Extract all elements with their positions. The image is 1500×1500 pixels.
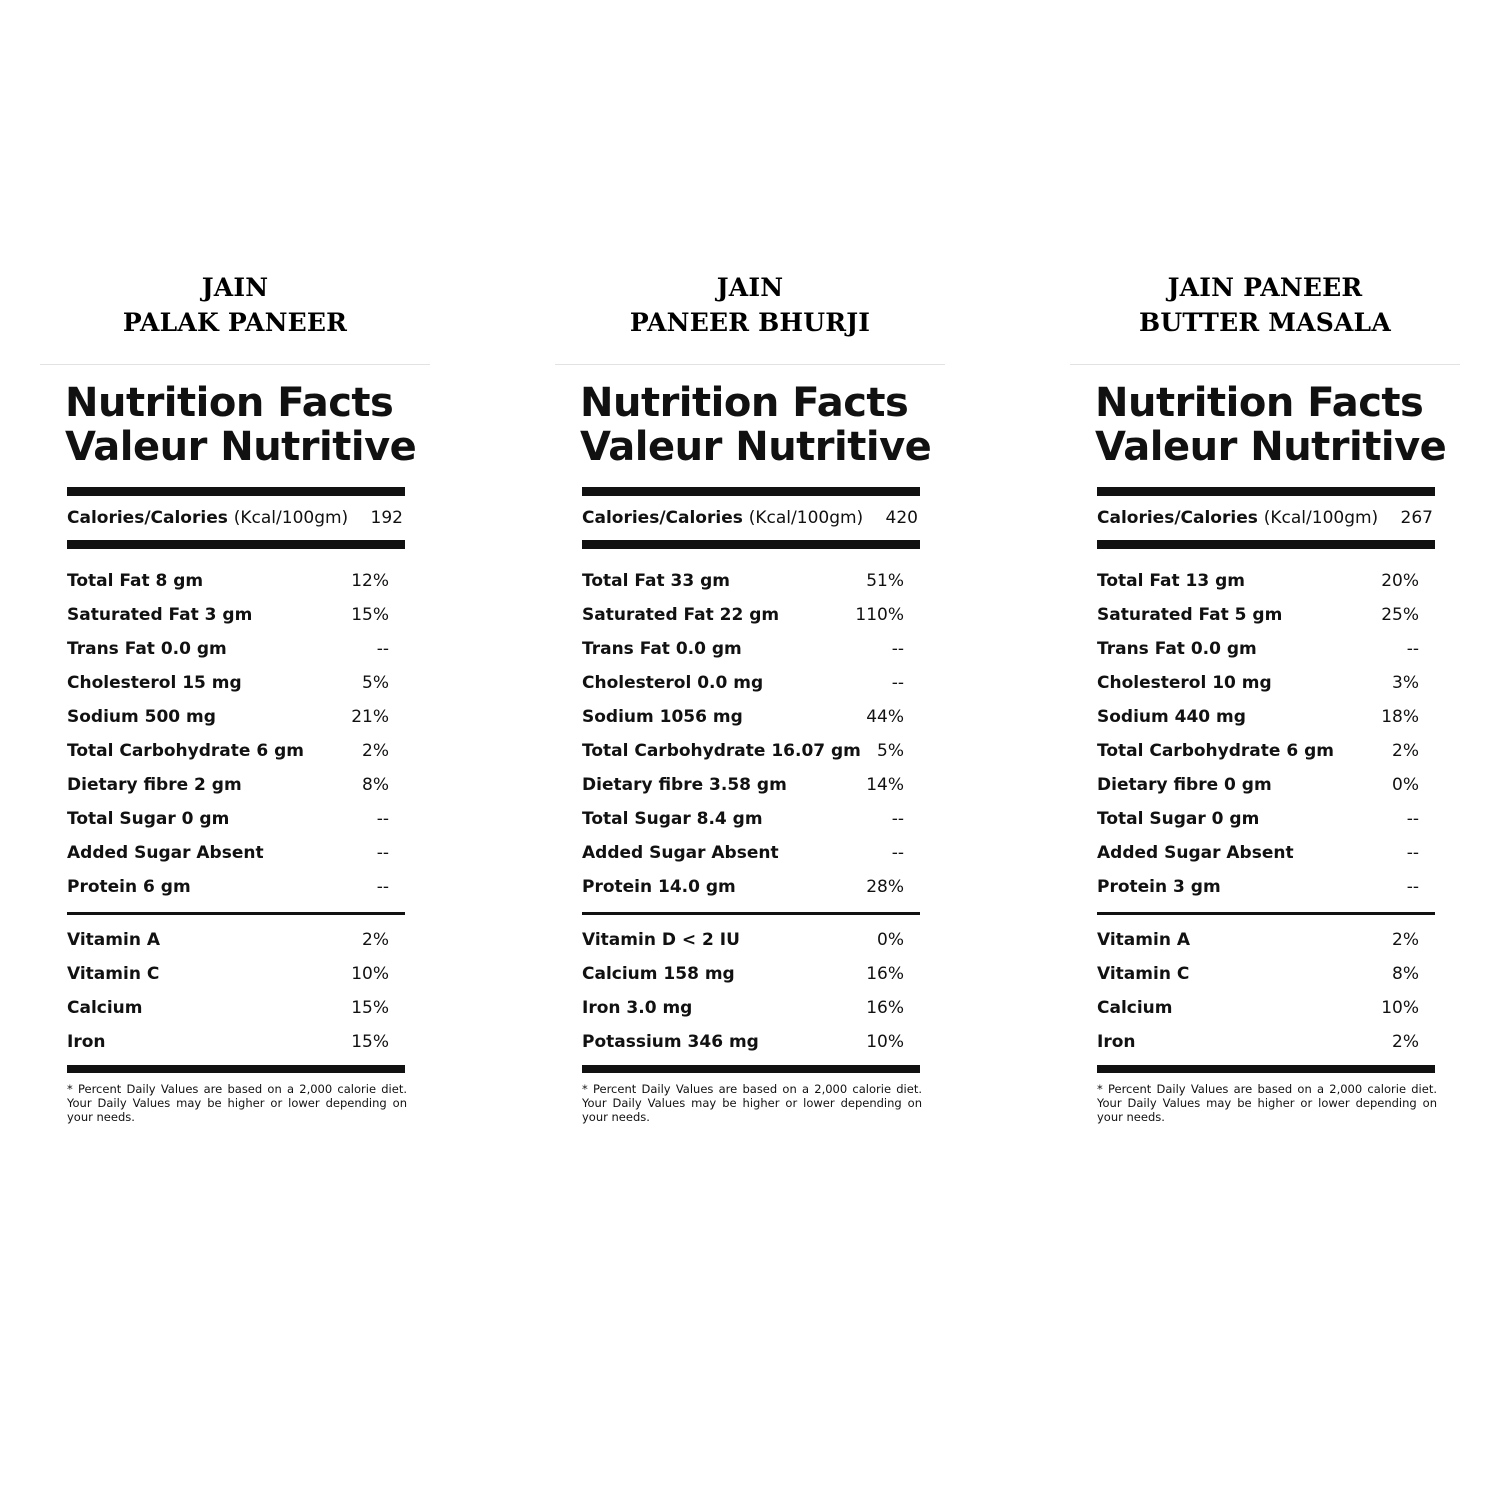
nutrient-daily-value: -- (891, 639, 904, 659)
calories-value: 192 (370, 508, 403, 528)
product-title-line-1: JAIN PANEER (1167, 273, 1363, 302)
nutrition-panel-palak-paneer (40, 270, 430, 1124)
calories-row (1095, 496, 1447, 540)
nutrient-row (582, 802, 918, 836)
daily-value-footnote: * Percent Daily Values are based on a 2,000 calorie diet. Your Daily Values may be higher or lower depending on your needs. (582, 1082, 922, 1124)
nutrient-name: Total Fat 13 gm (1097, 571, 1245, 591)
nutrient-row (67, 598, 403, 632)
thick-divider (1097, 540, 1435, 549)
vitamin-daily-value: 8% (1392, 964, 1419, 984)
nutrient-daily-value: 12% (351, 571, 389, 591)
nutrient-daily-value: 5% (362, 673, 389, 693)
nutrient-name: Total Carbohydrate 16.07 gm (582, 741, 861, 761)
nutrient-row (582, 700, 918, 734)
vitamin-daily-value: 10% (351, 964, 389, 984)
vitamin-daily-value: 2% (1392, 930, 1419, 950)
heading-french: Valeur Nutritive (580, 424, 932, 470)
vitamin-daily-value: 15% (351, 998, 389, 1018)
nutrient-daily-value: -- (376, 843, 389, 863)
calories-label: Calories/Calories (582, 508, 743, 528)
calories-value: 267 (1400, 508, 1433, 528)
calories-value: 420 (885, 508, 918, 528)
nutrient-name: Cholesterol 0.0 mg (582, 673, 764, 693)
nutrient-daily-value: -- (376, 639, 389, 659)
nutrient-daily-value: 25% (1381, 605, 1419, 625)
product-title-line-1: JAIN (201, 273, 269, 302)
vitamin-daily-value: 2% (362, 930, 389, 950)
vitamin-name: Iron (67, 1032, 106, 1052)
thin-divider (582, 912, 920, 915)
nutrient-name: Total Sugar 8.4 gm (582, 809, 763, 829)
vitamin-list (1095, 923, 1447, 1059)
nutrient-name: Total Sugar 0 gm (1097, 809, 1260, 829)
thick-divider (582, 487, 920, 496)
calories-unit: (Kcal/100gm) (748, 508, 864, 528)
vitamin-name: Vitamin D < 2 IU (582, 930, 740, 950)
vitamin-row (67, 923, 403, 957)
nutrient-list (1095, 564, 1447, 904)
thin-divider (67, 912, 405, 915)
calories-unit: (Kcal/100gm) (233, 508, 349, 528)
nutrient-daily-value: 20% (1381, 571, 1419, 591)
nutrient-row (582, 632, 918, 666)
heading-french: Valeur Nutritive (1095, 424, 1447, 470)
title-divider (555, 364, 945, 365)
nutrition-panel-paneer-butter-masala (1070, 270, 1460, 1124)
daily-value-footnote: * Percent Daily Values are based on a 2,000 calorie diet. Your Daily Values may be higher or lower depending on your needs. (67, 1082, 407, 1124)
nutrient-daily-value: -- (891, 843, 904, 863)
thick-divider (582, 540, 920, 549)
nutrient-row (67, 870, 403, 904)
nutrient-row (1097, 734, 1433, 768)
nutrient-name: Added Sugar Absent (67, 843, 264, 863)
nutrient-daily-value: 21% (351, 707, 389, 727)
vitamin-row (67, 957, 403, 991)
nutrient-daily-value: 2% (1392, 741, 1419, 761)
nutrient-row (582, 734, 918, 768)
product-title (40, 270, 430, 342)
nutrient-row (67, 564, 403, 598)
vitamin-daily-value: 10% (1381, 998, 1419, 1018)
nutrient-daily-value: 110% (855, 605, 904, 625)
vitamin-daily-value: 10% (866, 1032, 904, 1052)
nutrient-name: Sodium 500 mg (67, 707, 216, 727)
nutrient-row (582, 768, 918, 802)
product-title (1070, 270, 1460, 342)
nutrient-name: Dietary fibre 3.58 gm (582, 775, 787, 795)
vitamin-name: Calcium 158 mg (582, 964, 735, 984)
nutrient-daily-value: 2% (362, 741, 389, 761)
nutrient-daily-value: 28% (866, 877, 904, 897)
thick-divider (67, 540, 405, 549)
nutrient-row (1097, 768, 1433, 802)
nutrition-label (1095, 381, 1447, 1124)
vitamin-daily-value: 15% (351, 1032, 389, 1052)
nutrient-row (582, 666, 918, 700)
heading-english: Nutrition Facts (65, 380, 394, 426)
nutrient-row (67, 836, 403, 870)
nutrient-name: Added Sugar Absent (582, 843, 779, 863)
nutrient-list (580, 564, 932, 904)
nutrient-row (67, 632, 403, 666)
nutrient-name: Total Fat 33 gm (582, 571, 730, 591)
vitamin-row (67, 991, 403, 1025)
thick-divider (67, 1065, 405, 1073)
nutrient-name: Saturated Fat 5 gm (1097, 605, 1283, 625)
vitamin-daily-value: 2% (1392, 1032, 1419, 1052)
calories-row (580, 496, 932, 540)
nutrient-name: Protein 6 gm (67, 877, 191, 897)
calories-label: Calories/Calories (67, 508, 228, 528)
nutrient-name: Sodium 440 mg (1097, 707, 1246, 727)
thick-divider (582, 1065, 920, 1073)
nutrient-name: Sodium 1056 mg (582, 707, 743, 727)
vitamin-name: Iron (1097, 1032, 1136, 1052)
vitamin-row (1097, 923, 1433, 957)
nutrient-name: Protein 3 gm (1097, 877, 1221, 897)
nutrient-row (1097, 836, 1433, 870)
heading-english: Nutrition Facts (1095, 380, 1424, 426)
nutrient-daily-value: 8% (362, 775, 389, 795)
nutrient-daily-value: 51% (866, 571, 904, 591)
nutrient-row (67, 700, 403, 734)
vitamin-row (582, 957, 918, 991)
nutrient-name: Trans Fat 0.0 gm (582, 639, 742, 659)
nutrient-row (1097, 598, 1433, 632)
nutrient-daily-value: 5% (877, 741, 904, 761)
nutrient-name: Added Sugar Absent (1097, 843, 1294, 863)
nutrient-row (67, 734, 403, 768)
nutrient-daily-value: -- (1406, 843, 1419, 863)
nutrient-daily-value: 0% (1392, 775, 1419, 795)
nutrient-row (1097, 700, 1433, 734)
nutrient-name: Total Fat 8 gm (67, 571, 204, 591)
vitamin-name: Vitamin A (67, 930, 161, 950)
heading-english: Nutrition Facts (580, 380, 909, 426)
thin-divider (1097, 912, 1435, 915)
nutrient-daily-value: -- (1406, 877, 1419, 897)
vitamin-name: Iron 3.0 mg (582, 998, 693, 1018)
calories-row (65, 496, 417, 540)
nutrient-name: Dietary fibre 0 gm (1097, 775, 1272, 795)
nutrient-row (582, 598, 918, 632)
product-title-line-2: BUTTER MASALA (1139, 308, 1391, 337)
nutrient-name: Trans Fat 0.0 gm (1097, 639, 1257, 659)
product-title (555, 270, 945, 342)
vitamin-daily-value: 16% (866, 998, 904, 1018)
vitamin-name: Potassium 346 mg (582, 1032, 759, 1052)
thick-divider (1097, 1065, 1435, 1073)
vitamin-row (1097, 991, 1433, 1025)
nutrient-daily-value: -- (1406, 639, 1419, 659)
nutrient-daily-value: 15% (351, 605, 389, 625)
nutrition-label (65, 381, 417, 1124)
nutrient-name: Dietary fibre 2 gm (67, 775, 242, 795)
nutrient-name: Total Sugar 0 gm (67, 809, 230, 829)
nutrient-daily-value: -- (891, 809, 904, 829)
nutrient-name: Saturated Fat 3 gm (67, 605, 253, 625)
calories-unit: (Kcal/100gm) (1263, 508, 1379, 528)
vitamin-name: Vitamin C (67, 964, 160, 984)
title-divider (1070, 364, 1460, 365)
vitamin-daily-value: 0% (877, 930, 904, 950)
vitamin-row (1097, 1025, 1433, 1059)
nutrient-row (1097, 870, 1433, 904)
vitamin-row (67, 1025, 403, 1059)
nutrient-daily-value: 18% (1381, 707, 1419, 727)
nutrient-name: Cholesterol 10 mg (1097, 673, 1272, 693)
product-title-line-2: PANEER BHURJI (629, 308, 871, 337)
nutrient-name: Trans Fat 0.0 gm (67, 639, 227, 659)
nutrient-row (67, 768, 403, 802)
vitamin-row (1097, 957, 1433, 991)
vitamin-name: Vitamin A (1097, 930, 1191, 950)
nutrient-row (582, 870, 918, 904)
label-heading (65, 381, 417, 469)
nutrient-name: Cholesterol 15 mg (67, 673, 242, 693)
nutrient-row (582, 836, 918, 870)
vitamin-list (65, 923, 417, 1059)
label-heading (580, 381, 932, 469)
vitamin-daily-value: 16% (866, 964, 904, 984)
nutrient-row (67, 666, 403, 700)
nutrient-daily-value: -- (376, 809, 389, 829)
nutrient-name: Total Carbohydrate 6 gm (1097, 741, 1334, 761)
nutrient-name: Saturated Fat 22 gm (582, 605, 780, 625)
heading-french: Valeur Nutritive (65, 424, 417, 470)
nutrient-daily-value: -- (891, 673, 904, 693)
nutrient-name: Protein 14.0 gm (582, 877, 736, 897)
nutrient-daily-value: 14% (866, 775, 904, 795)
vitamin-name: Vitamin C (1097, 964, 1190, 984)
nutrient-daily-value: 44% (866, 707, 904, 727)
vitamin-name: Calcium (67, 998, 143, 1018)
vitamin-name: Calcium (1097, 998, 1173, 1018)
nutrient-row (1097, 802, 1433, 836)
nutrient-row (1097, 564, 1433, 598)
nutrient-row (1097, 666, 1433, 700)
nutrient-row (1097, 632, 1433, 666)
nutrient-row (582, 564, 918, 598)
label-heading (1095, 381, 1447, 469)
thick-divider (67, 487, 405, 496)
nutrition-panel-paneer-bhurji (555, 270, 945, 1124)
nutrient-row (67, 802, 403, 836)
nutrient-daily-value: -- (376, 877, 389, 897)
vitamin-row (582, 1025, 918, 1059)
nutrition-label (580, 381, 932, 1124)
nutrient-list (65, 564, 417, 904)
calories-label: Calories/Calories (1097, 508, 1258, 528)
nutrient-daily-value: -- (1406, 809, 1419, 829)
thick-divider (1097, 487, 1435, 496)
product-title-line-1: JAIN (716, 273, 784, 302)
title-divider (40, 364, 430, 365)
nutrient-daily-value: 3% (1392, 673, 1419, 693)
daily-value-footnote: * Percent Daily Values are based on a 2,000 calorie diet. Your Daily Values may be higher or lower depending on your needs. (1097, 1082, 1437, 1124)
vitamin-row (582, 991, 918, 1025)
vitamin-row (582, 923, 918, 957)
product-title-line-2: PALAK PANEER (122, 308, 348, 337)
vitamin-list (580, 923, 932, 1059)
nutrient-name: Total Carbohydrate 6 gm (67, 741, 304, 761)
